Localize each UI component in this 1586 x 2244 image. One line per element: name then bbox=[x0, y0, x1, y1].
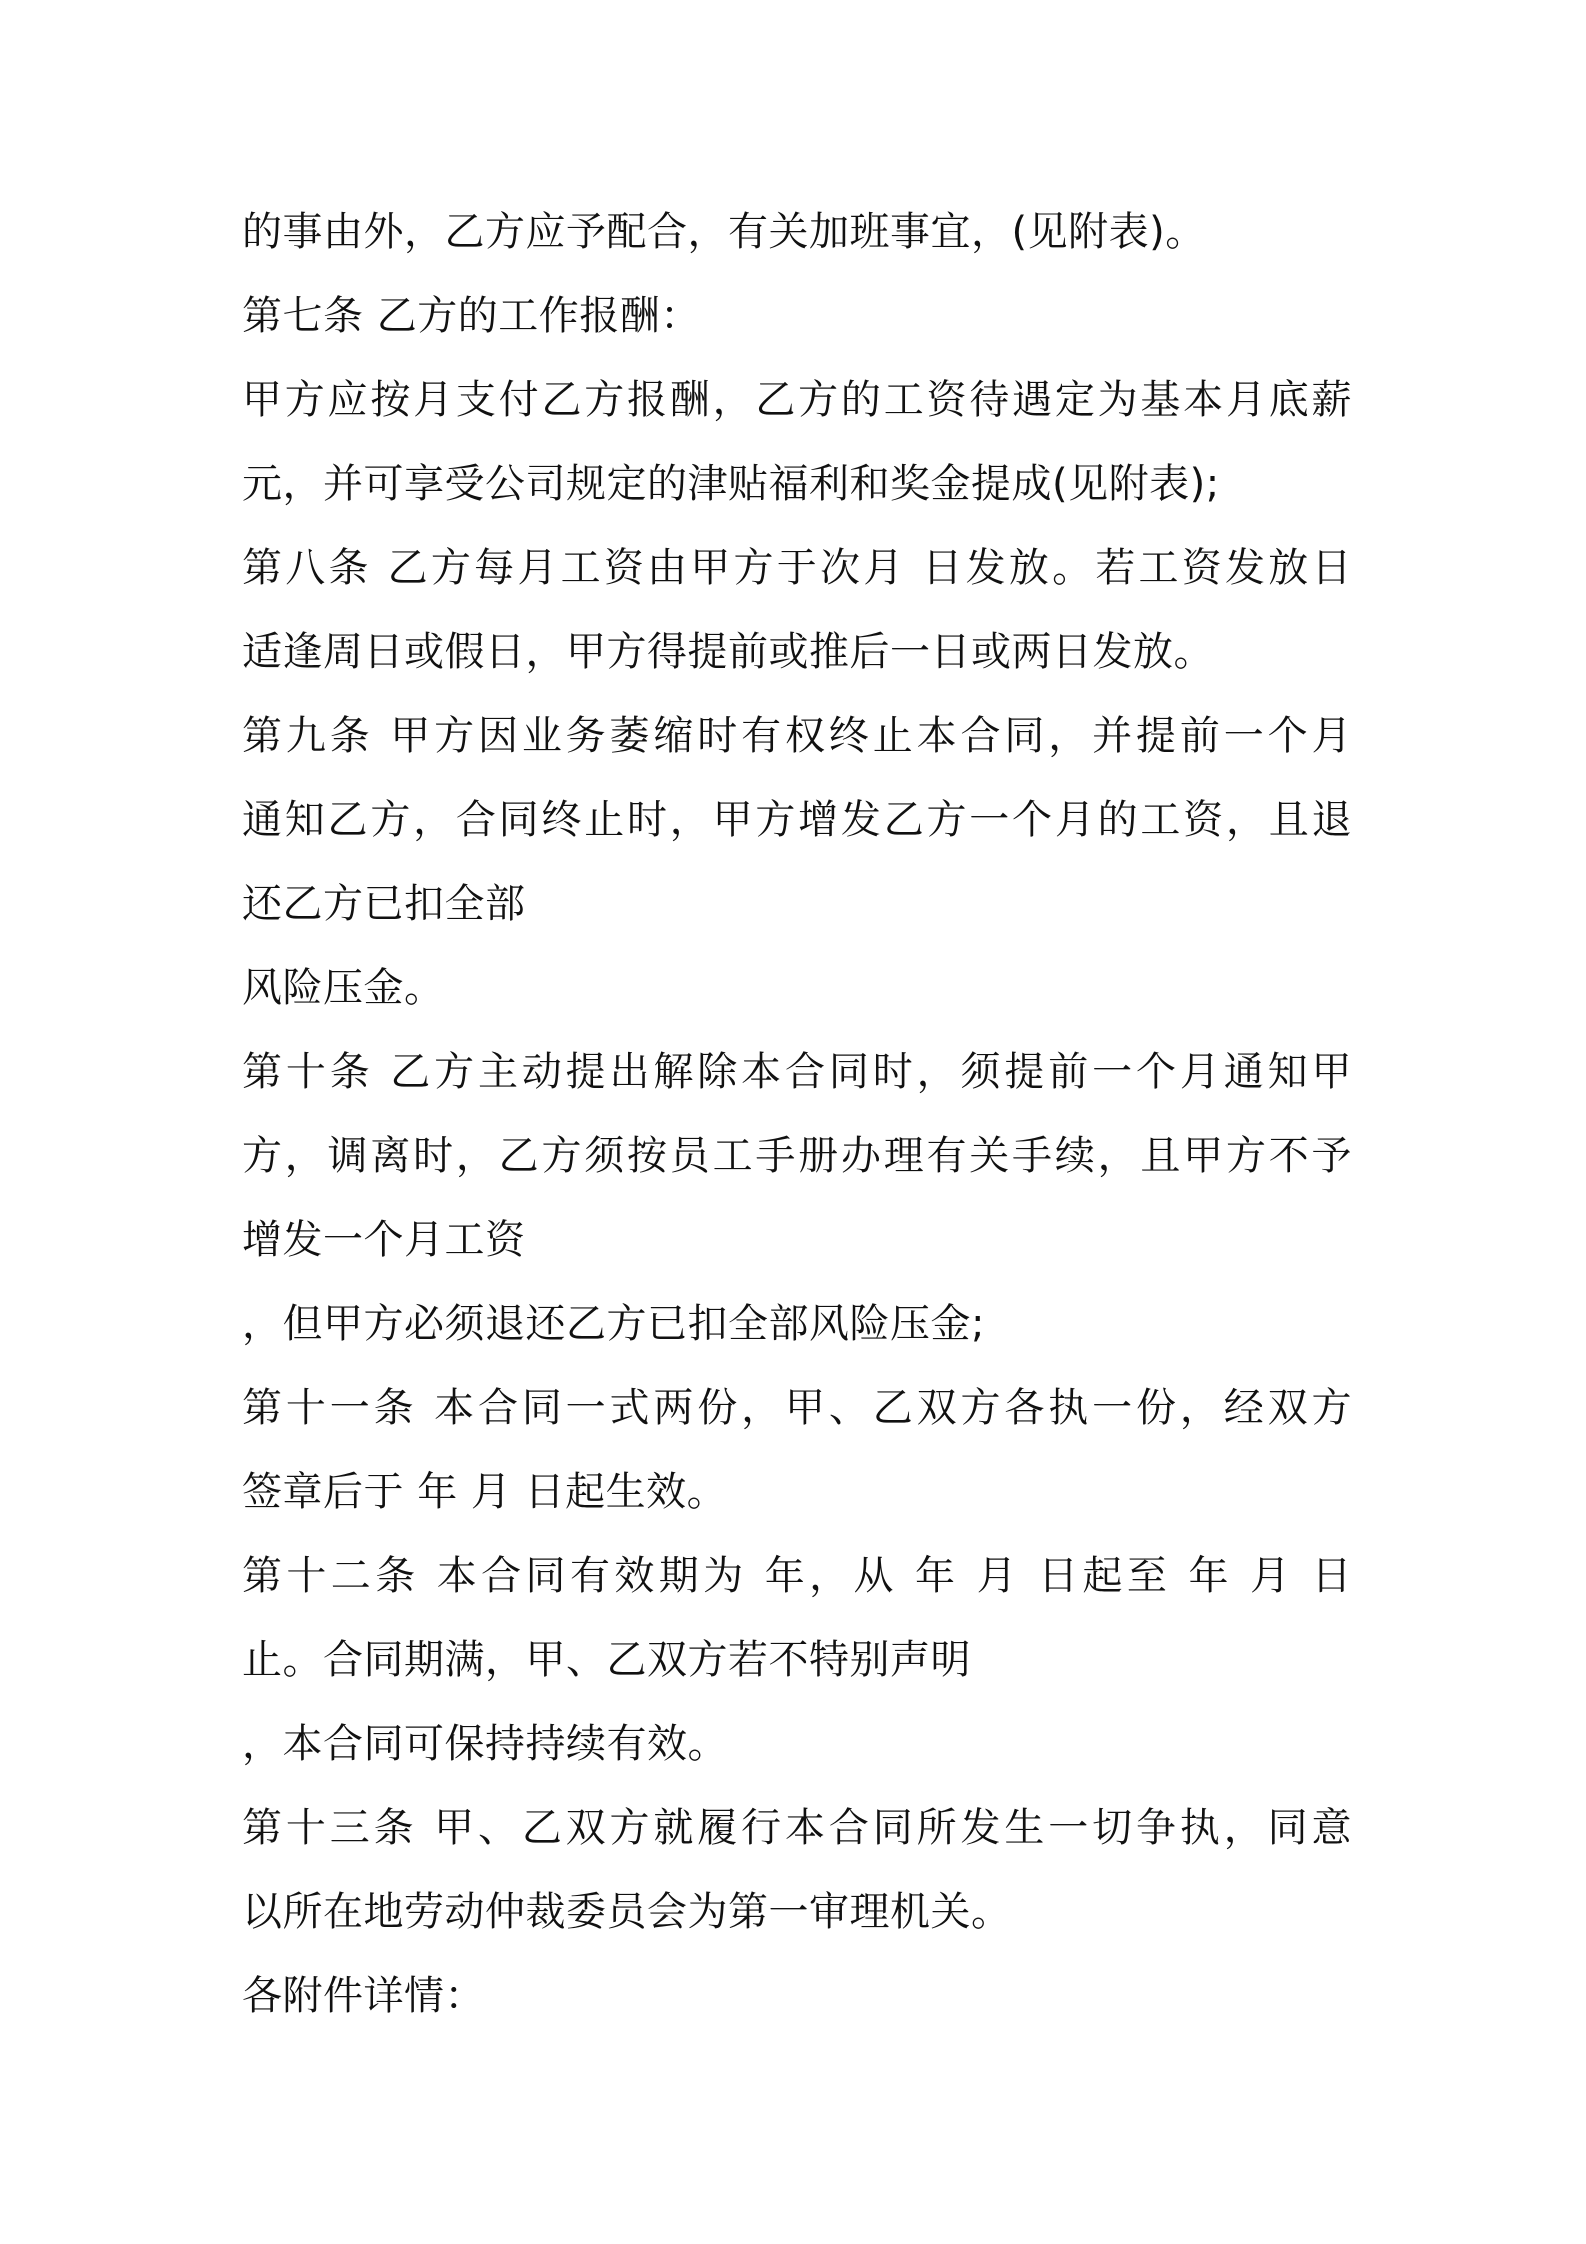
text-line-22: 各附件详情： bbox=[242, 1973, 485, 2019]
text-line-15: 第十一条 本合同一式两份，甲、乙双方各执一份，经双方 bbox=[242, 1385, 1352, 1431]
text-line-3: 甲方应按月支付乙方报酬，乙方的工资待遇定为基本月底薪 bbox=[242, 377, 1352, 423]
text-line-11: 第十条 乙方主动提出解除本合同时，须提前一个月通知甲 bbox=[242, 1049, 1352, 1095]
text-line-20: 第十三条 甲、乙双方就履行本合同所发生一切争执，同意 bbox=[242, 1805, 1352, 1851]
text-line-1: 的事由外，乙方应予配合，有关加班事宜，(见附表)。 bbox=[242, 209, 1206, 255]
text-line-8: 通知乙方，合同终止时，甲方增发乙方一个月的工资，且退 bbox=[242, 797, 1352, 843]
text-line-17: 第十二条 本合同有效期为 年，从 年 月 日起至 年 月 日 bbox=[242, 1553, 1352, 1599]
text-line-7: 第九条 甲方因业务萎缩时有权终止本合同，并提前一个月 bbox=[242, 713, 1352, 759]
text-line-13: 增发一个月工资 bbox=[242, 1217, 526, 1263]
text-line-5: 第八条 乙方每月工资由甲方于次月 日发放。若工资发放日 bbox=[242, 545, 1352, 591]
text-line-19: ，本合同可保持持续有效。 bbox=[242, 1721, 728, 1767]
text-line-21: 以所在地劳动仲裁委员会为第一审理机关。 bbox=[242, 1889, 1012, 1935]
text-line-4: 元，并可享受公司规定的津贴福利和奖金提成(见附表); bbox=[242, 461, 1220, 507]
contract-text bbox=[242, 190, 1352, 2038]
text-line-6: 适逢周日或假日，甲方得提前或推后一日或两日发放。 bbox=[242, 629, 1214, 675]
text-line-9: 还乙方已扣全部 bbox=[242, 881, 526, 927]
text-line-10: 风险压金。 bbox=[242, 965, 445, 1011]
text-line-18: 止。合同期满，甲、乙双方若不特别声明 bbox=[242, 1637, 971, 1683]
text-line-12: 方，调离时，乙方须按员工手册办理有关手续，且甲方不予 bbox=[242, 1133, 1352, 1179]
text-line-16: 签章后于 年 月 日起生效。 bbox=[242, 1469, 728, 1515]
text-line-14: ，但甲方必须退还乙方已扣全部风险压金; bbox=[242, 1301, 985, 1347]
text-line-2: 第七条 乙方的工作报酬： bbox=[242, 293, 701, 339]
